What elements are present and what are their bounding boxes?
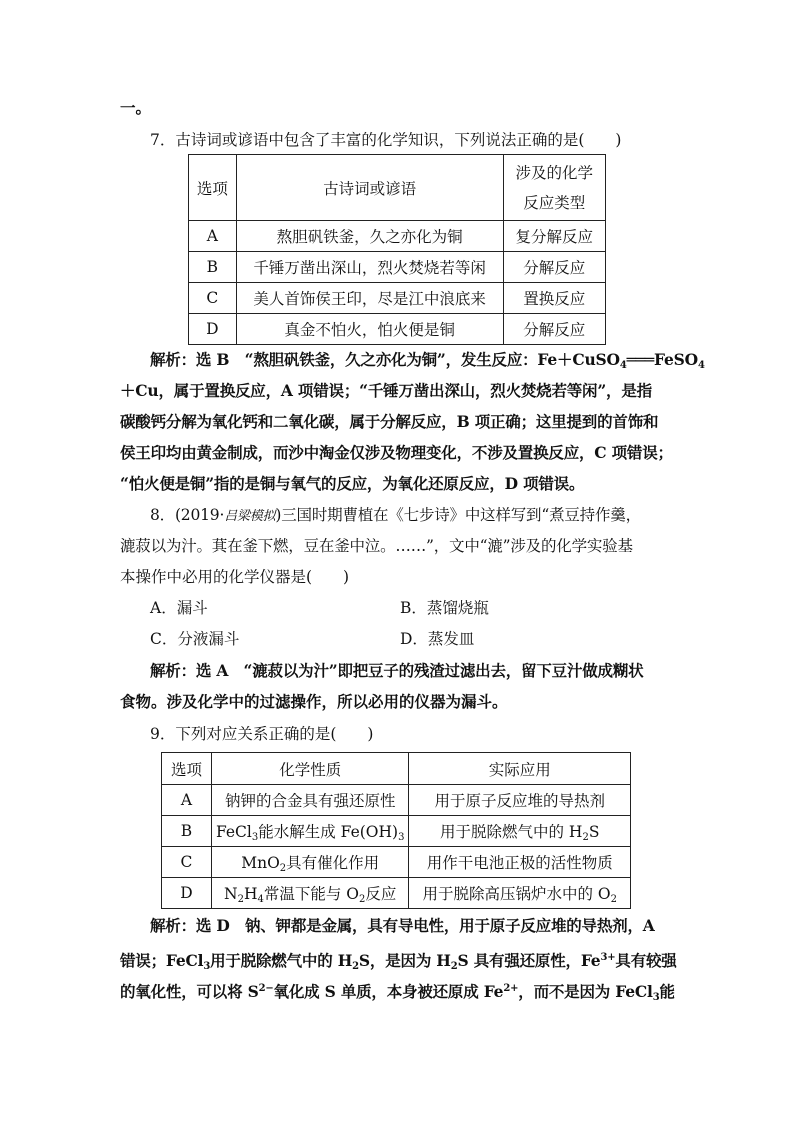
q7-analysis-l1d: 4 <box>697 360 705 371</box>
q7-row-b-option: B <box>189 252 237 283</box>
q9-an-l2g: S 具有强还原性，Fe <box>457 951 601 970</box>
q7-header-poem: 古诗词或谚语 <box>236 155 503 221</box>
q7-analysis-l1b: 4 <box>619 360 627 371</box>
q9-row-c-property <box>211 847 408 878</box>
q8-stem-line1 <box>150 505 710 527</box>
q9-an-l2e: S，是因为 H <box>358 951 451 970</box>
q9-header-row <box>162 753 631 785</box>
q9-d-p6: 2 <box>359 893 366 905</box>
q8-analysis-line2: 食物。涉及化学中的过滤操作，所以必用的仪器为漏斗。 <box>120 692 508 711</box>
q7-analysis-line1 <box>150 350 710 376</box>
q9-d-a1: 用于脱除高压锅炉水中的 O <box>422 884 611 903</box>
q9-d-p2: 2 <box>237 893 244 905</box>
q9-b-a1: 用于脱除燃气中的 H <box>440 822 583 841</box>
q7-header-option: 选项 <box>189 155 237 221</box>
q9-an-l3e: ，而不是因为 FeCl <box>518 982 653 1001</box>
q7-analysis-line2: ＋Cu，属于置换反应，A 项错误；“千锤万凿出深山，烈火焚烧若等闲”，是指 <box>120 381 652 400</box>
q9-an-l3g: 能 <box>659 982 675 1001</box>
table-row <box>189 314 606 345</box>
table-row <box>189 252 606 283</box>
q8-source: 吕梁模拟 <box>224 509 276 524</box>
q9-d-p4: 4 <box>257 893 264 905</box>
q9-an-l2h: 3+ <box>600 952 616 963</box>
q7-row-a-type: 复分解反应 <box>503 221 605 252</box>
q9-an-l2c: 用于脱除燃气中的 H <box>210 951 353 970</box>
q9-an-l2a: 错误；FeCl <box>120 951 204 970</box>
q9-row-a-property: 钠钾的合金具有强还原性 <box>211 785 408 816</box>
q9-row-b-application <box>409 816 631 847</box>
q7-row-d-poem: 真金不怕火，怕火便是铜 <box>236 314 503 345</box>
q9-an-l2d: 2 <box>352 961 359 972</box>
q7-header-type-line2: 反应类型 <box>523 193 586 212</box>
q9-an-l2b: 3 <box>203 961 211 972</box>
table-row <box>162 785 631 816</box>
q9-d-p7: 反应 <box>365 884 397 903</box>
q7-row-c-poem: 美人首饰侯王印，尽是江中浪底来 <box>236 283 503 314</box>
q9-row-b-option: B <box>162 816 212 847</box>
q9-an-l3d: 2+ <box>503 983 519 994</box>
q7-stem: 7．古诗词或谚语中包含了丰富的化学知识，下列说法正确的是( ) <box>150 131 622 149</box>
q9-analysis-line1: 解析：选 D 钠、钾都是金属，具有导电性，用于原子反应堆的导热剂，A <box>150 916 655 935</box>
q9-an-l3a: 的氧化性，可以将 S <box>120 982 259 1001</box>
table-row <box>189 283 606 314</box>
q9-an-l2f: 2 <box>450 961 458 972</box>
q9-analysis-line2 <box>120 948 680 977</box>
q9-header-property: 化学性质 <box>211 753 408 785</box>
q7-row-d-option: D <box>189 314 237 345</box>
q9-d-p1: N <box>224 884 238 903</box>
q8-option-c: C．分液漏斗 <box>150 630 240 648</box>
q8-stem-line2: 漉菽以为汁。萁在釜下燃，豆在釜中泣。……”，文中“漉”涉及的化学实验基 <box>120 537 633 555</box>
q9-d-p5: 常温下能与 O <box>263 884 359 903</box>
q8-option-b: B．蒸馏烧瓶 <box>400 599 489 617</box>
q7-analysis-line4: 侯王印均由黄金制成，而沙中淘金仅涉及物理变化，不涉及置换反应，C 项错误； <box>120 443 673 462</box>
q7-row-b-type: 分解反应 <box>503 252 605 283</box>
q7-analysis-l1c: ═══FeSO <box>626 350 698 369</box>
q8-option-d: D．蒸发皿 <box>400 630 475 648</box>
q7-table <box>188 154 606 345</box>
q9-an-l2i: 具有较强 <box>615 951 677 970</box>
q9-row-a-option: A <box>162 785 212 816</box>
q9-an-l3f: 3 <box>652 992 660 1003</box>
q9-row-a-application: 用于原子反应堆的导热剂 <box>409 785 631 816</box>
q7-row-a-option: A <box>189 221 237 252</box>
q7-row-c-type: 置换反应 <box>503 283 605 314</box>
q9-row-b-property <box>211 816 408 847</box>
q7-analysis-line3: 碳酸钙分解为氧化钙和二氧化碳，属于分解反应，B 项正确；这里提到的首饰和 <box>120 412 659 431</box>
q8-analysis-line1: 解析：选 A “漉菽以为汁”即把豆子的残渣过滤出去，留下豆汁做成糊状 <box>150 661 644 680</box>
table-row <box>162 878 631 909</box>
q8-number: 8．(2019· <box>150 506 225 524</box>
table-row <box>162 847 631 878</box>
q7-header-type <box>503 155 605 221</box>
q9-b-p4: 3 <box>398 831 405 843</box>
top-fragment: 一。 <box>120 98 152 117</box>
q7-row-b-poem: 千锤万凿出深山，烈火焚烧若等闲 <box>236 252 503 283</box>
q9-row-d-application <box>409 878 631 909</box>
q9-row-c-application: 用作干电池正极的活性物质 <box>409 847 631 878</box>
q8-stem-line3: 本操作中必用的化学仪器是( ) <box>120 568 350 586</box>
q9-row-c-option: C <box>162 847 212 878</box>
q9-analysis-line3 <box>120 979 680 1008</box>
q9-b-p3: 能水解生成 Fe(OH) <box>258 822 399 841</box>
table-row <box>189 221 606 252</box>
q9-an-l3b: 2− <box>258 983 274 994</box>
q8-option-a: A．漏斗 <box>150 599 208 617</box>
q7-row-c-option: C <box>189 283 237 314</box>
q8-stem-text: )三国时期曹植在《七步诗》中这样写到“煮豆持作羹， <box>275 506 641 524</box>
q9-d-a2: 2 <box>610 893 617 905</box>
q9-stem: 9．下列对应关系正确的是( ) <box>150 725 374 743</box>
q9-c-p2: 2 <box>279 862 287 874</box>
q9-b-a2: 2 <box>582 831 589 843</box>
q7-row-a-poem: 熬胆矾铁釜，久之亦化为铜 <box>236 221 503 252</box>
q9-table <box>161 752 631 909</box>
q7-analysis-l1a: 解析：选 B “熬胆矾铁釜，久之亦化为铜”，发生反应：Fe＋CuSO <box>150 350 620 369</box>
q9-an-l3c: 氧化成 S 单质，本身被还原成 Fe <box>273 982 504 1001</box>
q7-row-d-type: 分解反应 <box>503 314 605 345</box>
q9-c-p3: 具有催化作用 <box>286 853 380 872</box>
q9-c-p1: MnO <box>241 853 280 872</box>
q9-row-d-option: D <box>162 878 212 909</box>
table-row <box>162 816 631 847</box>
q7-analysis-line5: “怕火便是铜”指的是铜与氧气的反应，为氧化还原反应，D 项错误。 <box>120 474 585 493</box>
q9-header-option: 选项 <box>162 753 212 785</box>
q9-b-p1: FeCl <box>215 822 252 841</box>
q7-header-type-line1: 涉及的化学 <box>515 163 594 182</box>
q9-b-p2: 3 <box>251 831 259 843</box>
q9-b-a3: S <box>588 822 600 841</box>
q7-header-row <box>189 155 606 221</box>
q9-d-p3: H <box>243 884 258 903</box>
q9-header-application: 实际应用 <box>409 753 631 785</box>
q9-row-d-property <box>211 878 408 909</box>
